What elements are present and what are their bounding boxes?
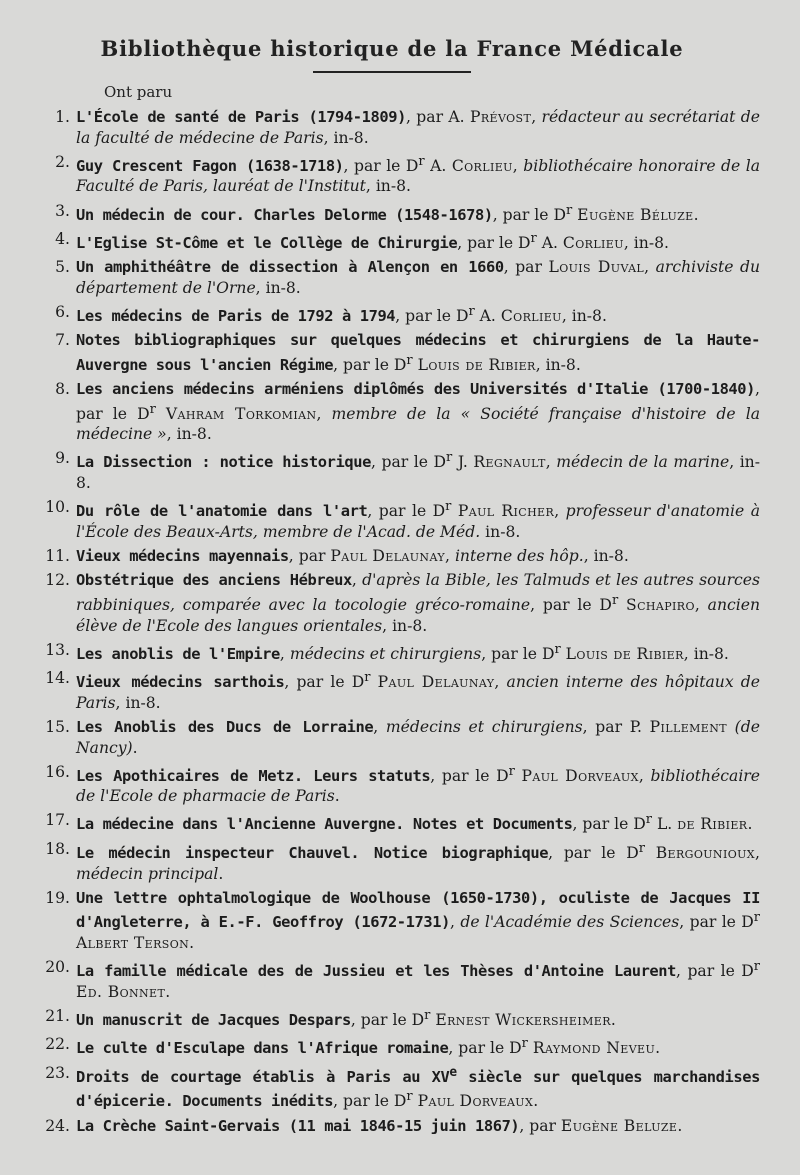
entry-number: 15. (45, 717, 70, 736)
list-item (24, 888, 760, 954)
entry-number: 10. (45, 498, 70, 517)
entry-number: 22. (45, 1035, 70, 1054)
entry-number: 7. (55, 331, 70, 350)
entry-number: 2. (55, 152, 70, 171)
list-item (24, 546, 760, 567)
list-item (24, 839, 760, 884)
list-item (24, 810, 760, 835)
entry-text: Les Apothicaires de Metz. Leurs statuts, par le $D^r$ Paul Dorveaux, bibliothécaire de l'Ecole de pharmacie de Paris. (76, 763, 760, 806)
entry-number: 23. (45, 1063, 70, 1082)
entry-number: 24. (45, 1116, 70, 1135)
entry-number: 13. (45, 640, 70, 659)
entry-text: Droits de courtage établis à Paris au XVe siècle sur quelques marchandises d'épicerie. Documents inédits, par le $D^r$ Paul Dorveaux. (76, 1064, 761, 1111)
entry-text: Un médecin de cour. Charles Delorme (1548-1678), par le $D^r$ Eugène Béluze. (76, 202, 699, 224)
entry-number: 20. (45, 958, 70, 977)
list-item (24, 107, 760, 148)
entry-text: Le médecin inspecteur Chauvel. Notice biographique, par le $D^r$ Bergounioux, médecin principal. (76, 840, 760, 883)
entry-text: Vieux médecins sarthois, par le $D^r$ Paul Delaunay, ancien interne des hôpitaux de Paris, in-8. (76, 670, 760, 712)
entry-text: Du rôle de l'anatomie dans l'art, par le $D^r$ Paul Richer, professeur d'anatomie à l'École des Beaux-Arts, membre de l'Acad. de Méd. in-8. (76, 499, 760, 542)
entry-text: L'Eglise St-Côme et le Collège de Chirurgie, par le $D^r$ A. Corlieu, in-8. (76, 230, 669, 253)
entry-number: 12. (45, 571, 70, 590)
entry-text: La Dissection : notice historique, par le $D^r$ J. Regnault, médecin de la marine, in-8. (76, 450, 760, 493)
entry-number: 11. (45, 547, 70, 566)
entry-text: La Crèche Saint-Gervais (11 mai 1846-15 juin 1867), par Eugène Beluze. (76, 1116, 683, 1135)
list-item (24, 152, 760, 197)
entry-text: Vieux médecins mayennais, par Paul Delaunay, interne des hôp., in-8. (76, 547, 629, 566)
entry-text: Obstétrique des anciens Hébreux, d'après la Bible, les Talmuds et les autres sources rabbiniques, comparée avec la tocologie gréco-romaine, par le $D^r$ Schapiro, ancien élève de l'Ecole des langues orientales, in-8. (76, 571, 760, 635)
list-item (24, 668, 760, 713)
entry-number: 17. (45, 811, 70, 830)
list-item (24, 201, 760, 226)
entry-number: 21. (45, 1006, 70, 1025)
entry-number: 4. (55, 229, 70, 248)
entry-text: L'École de santé de Paris (1794-1809), par A. Prévost, rédacteur au secrétariat de la faculté de médecine de Paris, in-8. (76, 108, 761, 147)
entry-number: 5. (55, 258, 70, 277)
entry-text: Une lettre ophtalmologique de Woolhouse (1650-1730), oculiste de Jacques II d'Angleterre, à E.-F. Geoffroy (1672-1731), de l'Académie des Sciences, par le $D^r$ Albert Terson. (76, 888, 761, 952)
entry-number: 3. (55, 201, 70, 220)
list-item (24, 640, 760, 665)
entry-text: Un amphithéâtre de dissection à Alençon en 1660, par Louis Duval, archiviste du département de l'Orne, in-8. (76, 258, 760, 297)
title-divider (313, 71, 471, 73)
entry-text: Les Anoblis des Ducs de Lorraine, médecins et chirurgiens, par P. Pillement (de Nancy). (76, 717, 760, 757)
entry-number: 19. (45, 888, 70, 907)
list-item (24, 762, 760, 807)
list-item (24, 379, 760, 445)
list-item (24, 330, 760, 375)
entry-text: Le culte d'Esculape dans l'Afrique romaine, par le $D^r$ Raymond Neveu. (76, 1036, 661, 1058)
list-item (24, 717, 760, 758)
page-title: Bibliothèque historique de la France Médicale (100, 36, 684, 61)
list-item (24, 448, 760, 493)
list-item (24, 497, 760, 542)
list-item (24, 1116, 760, 1137)
list-item (24, 570, 760, 636)
entry-text: La famille médicale des de Jussieu et les Thèses d'Antoine Laurent, par le $D^r$ Ed. Bonnet. (76, 959, 761, 1001)
list-item (24, 1034, 760, 1059)
list-item (24, 302, 760, 327)
publication-list (24, 107, 760, 1136)
list-item (24, 957, 760, 1002)
entry-text: Les anciens médecins arméniens diplômés des Universités d'Italie (1700-1840), par le $D^r$ Vahram Torkomian, membre de la « Société française d'histoire de la médecine », in-8. (76, 379, 760, 444)
entry-number: 1. (55, 108, 70, 126)
entry-number: 6. (55, 302, 70, 321)
entry-text: Notes bibliographiques sur quelques médecins et chirurgiens de la Haute-Auvergne sous l'ancien Régime, par le $D^r$ Louis de Ribier, in-8. (76, 331, 760, 374)
entry-number: 9. (55, 449, 70, 468)
entry-number: 8. (55, 379, 70, 398)
list-item (24, 257, 760, 298)
entry-number: 14. (45, 669, 70, 688)
entry-number: 18. (45, 839, 70, 858)
list-item (24, 229, 760, 254)
list-item (24, 1063, 760, 1113)
entry-text: La médecine dans l'Ancienne Auvergne. Notes et Documents, par le $D^r$ L. de Ribier. (76, 812, 753, 834)
entry-number: 16. (45, 762, 70, 781)
list-item (24, 1006, 760, 1031)
entry-text: Guy Crescent Fagon (1638-1718), par le $D^r$ A. Corlieu, bibliothécaire honoraire de la Faculté de Paris, lauréat de l'Institut, in-8. (76, 153, 761, 196)
entry-text: Un manuscrit de Jacques Despars, par le $D^r$ Ernest Wickersheimer. (76, 1007, 616, 1030)
entry-text: Les anoblis de l'Empire, médecins et chirurgiens, par le $D^r$ Louis de Ribier, in-8. (76, 641, 729, 663)
section-subtitle: Ont paru (104, 83, 173, 101)
entry-text: Les médecins de Paris de 1792 à 1794, par le $D^r$ A. Corlieu, in-8. (76, 303, 607, 325)
